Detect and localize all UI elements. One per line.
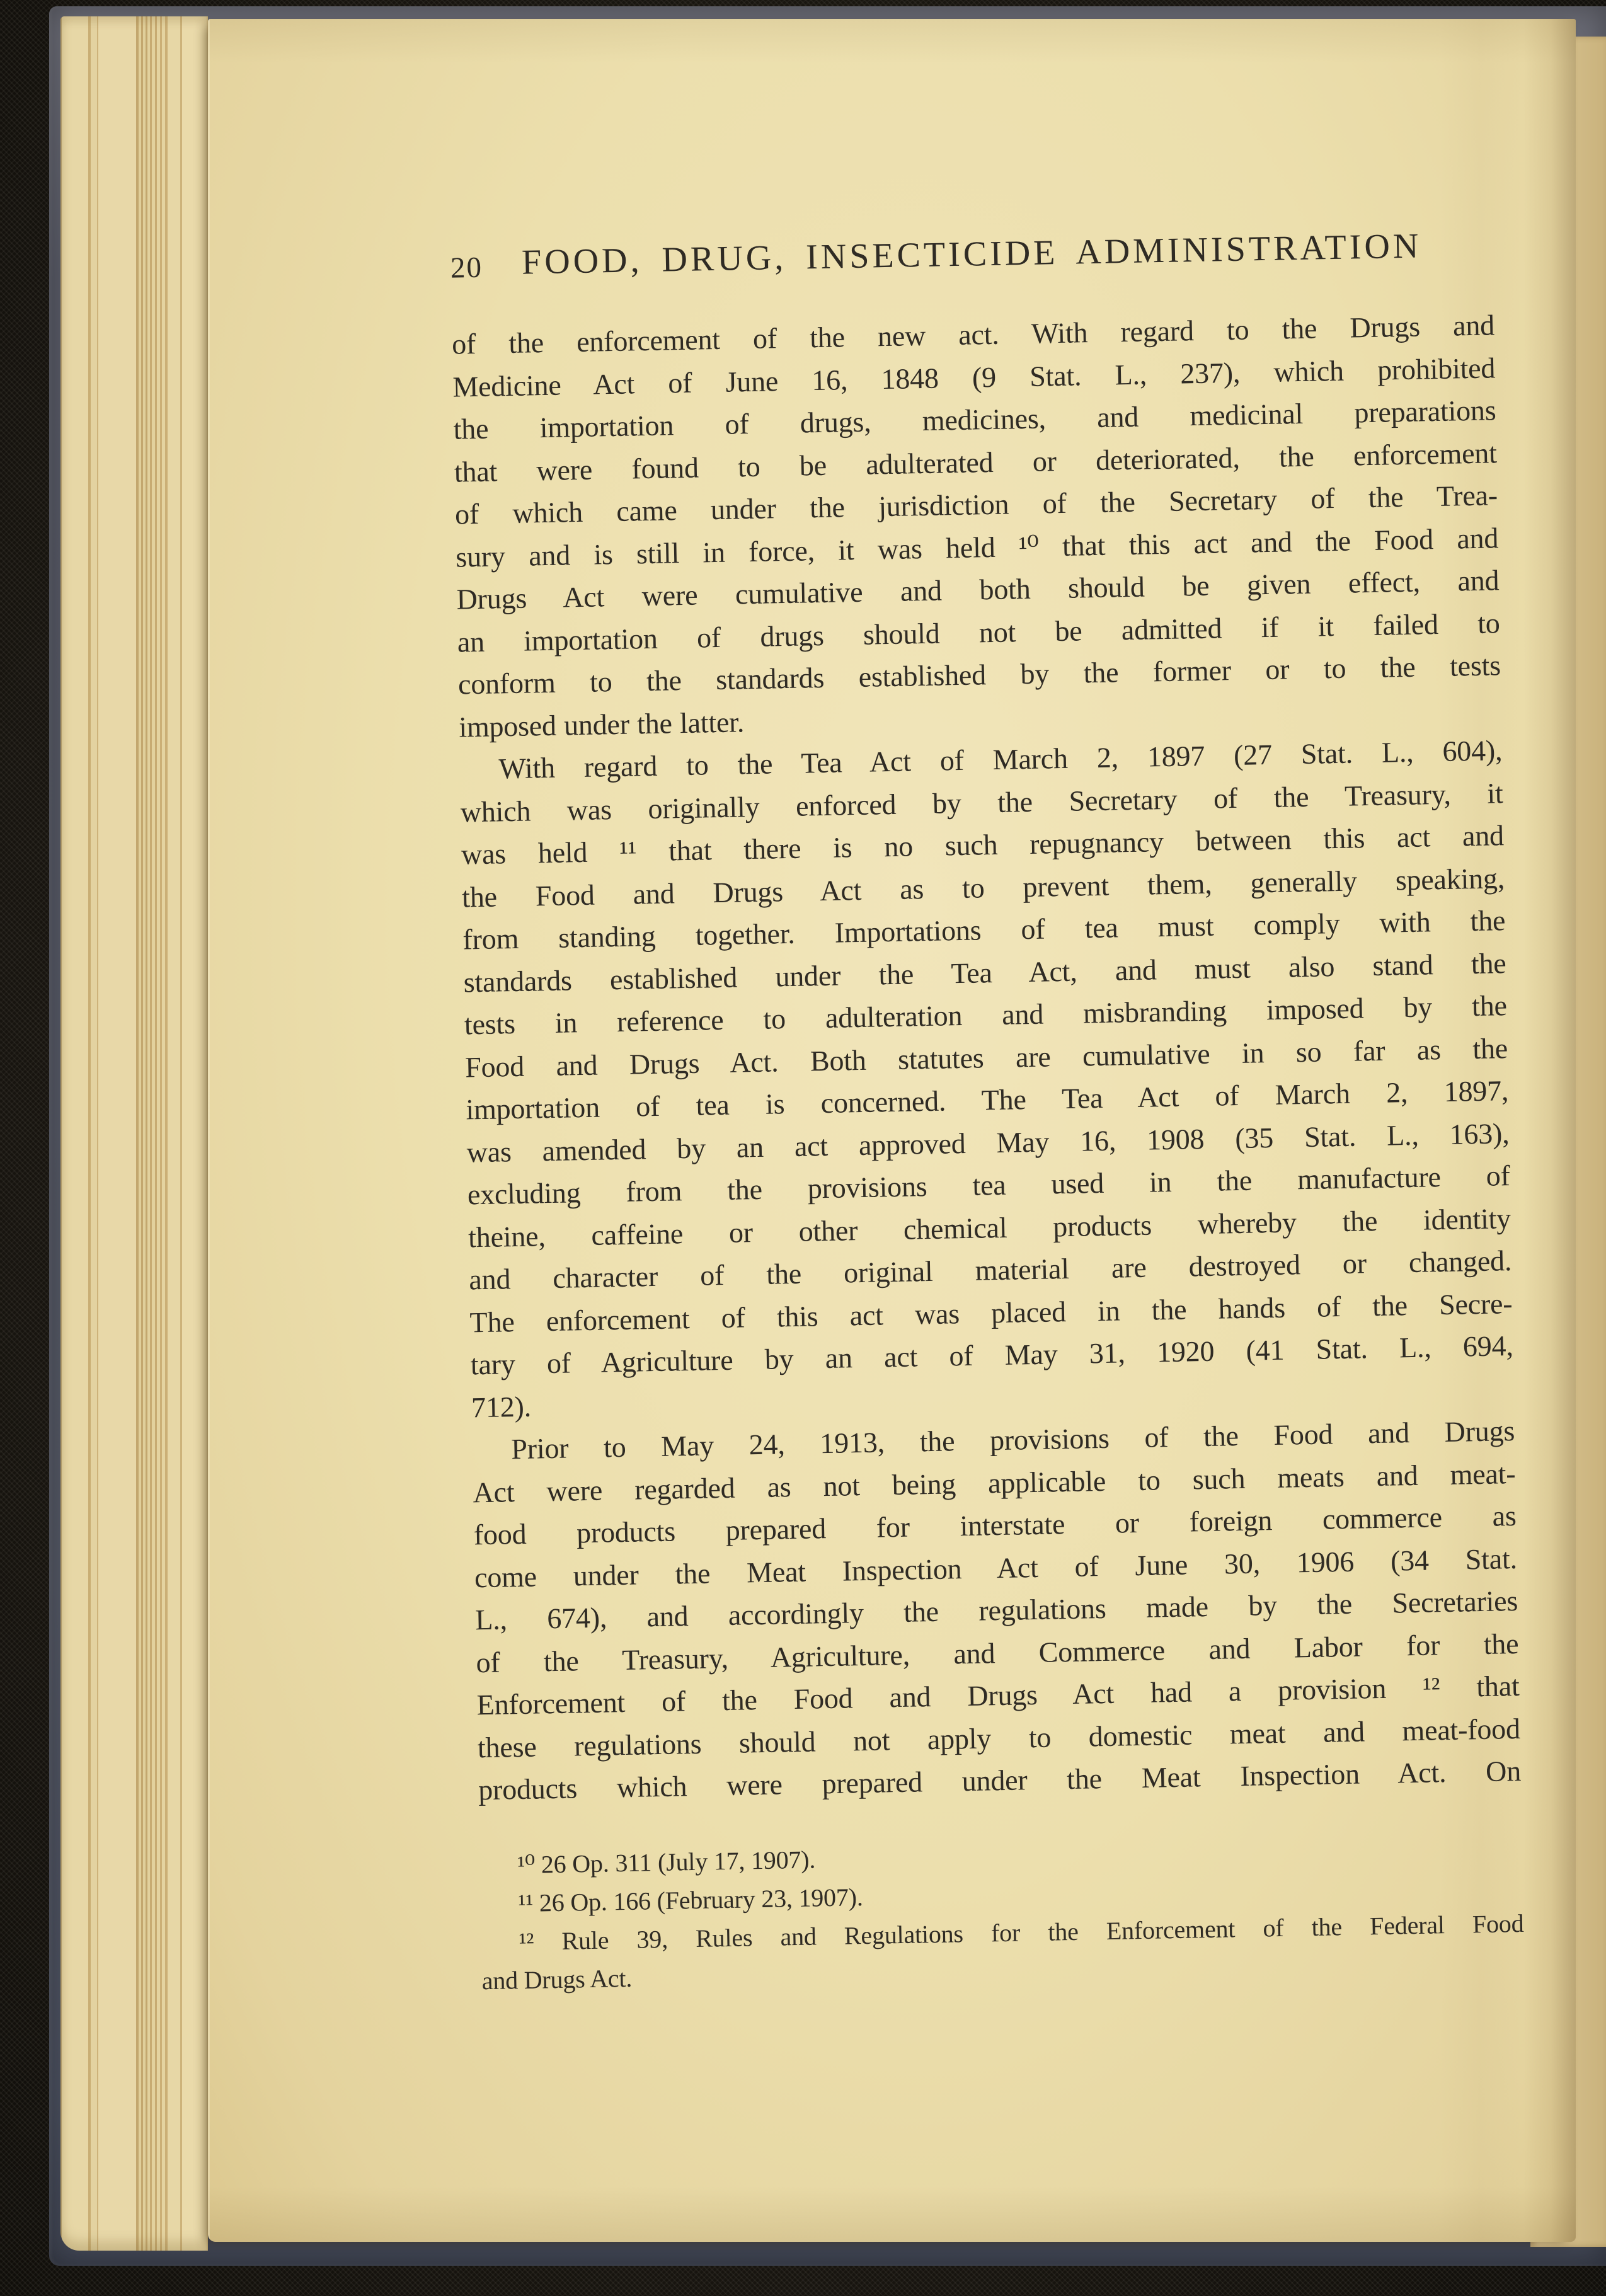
body-line: Prior to May 24, 1913, the provisions of the Food and Drugs [510, 1415, 1515, 1466]
body-line: of the Treasury, Agriculture, and Commerce and Labor for the [476, 1627, 1519, 1679]
body-line: conform to the standards established by the former or to the tests [457, 649, 1501, 701]
body-line: standards established under the Tea Act, and must also stand the [463, 946, 1506, 998]
body-line: importation of tea is concerned. The Tea Act of March 2, 1897, [465, 1074, 1509, 1126]
body-line: an importation of drugs should not be admitted if it failed to [457, 606, 1501, 658]
body-line: come under the Meat Inspection Act of June 30, 1906 (34 Stat. [474, 1542, 1518, 1593]
body-line: these regulations should not apply to domestic meat and meat-food [477, 1712, 1521, 1764]
body-line: tary of Agriculture by an act of May 31, 1920 (41 Stat. L., 694, [470, 1329, 1514, 1381]
body-line: Medicine Act of June 16, 1848 (9 Stat. L., 237), which prohibited [452, 351, 1496, 403]
body-line: was amended by an act approved May 16, 1908 (35 Stat. L., 163), [466, 1116, 1510, 1168]
body-line: sury and is still in force, it was held ¹⁰ that this act and the Food and [455, 521, 1499, 573]
page-text-layer [191, 6, 1599, 2254]
body-line: products which were prepared under the Meat Inspection Act. On [478, 1754, 1522, 1806]
body-line: of which came under the jurisdiction of the Secretary of the Trea- [454, 479, 1498, 531]
page-edge-stack [60, 16, 208, 2251]
body-line: The enforcement of this act was placed in the hands of the Secre- [469, 1287, 1513, 1338]
body-line: Act were regarded as not being applicable to such meats and meat- [473, 1457, 1516, 1508]
body-line: and character of the original material are destroyed or changed. [468, 1244, 1512, 1296]
footnote-line: and Drugs Act. [481, 1963, 633, 1995]
body-line: that were found to be adulterated or deteriorated, the enforcement [454, 436, 1498, 488]
footnote-line: ¹² Rule 39, Rules and Regulations for the Enforcement of the Federal Food [519, 1909, 1524, 1956]
body-line: 712). [471, 1390, 532, 1423]
book-page [208, 19, 1576, 2242]
body-line: of the enforcement of the new act. With regard to the Drugs and [451, 309, 1495, 360]
footnote-line: ¹⁰ 26 Op. 311 (July 17, 1907). [517, 1845, 816, 1880]
body-line: theine, caffeine or other chemical products whereby the identity [467, 1202, 1511, 1253]
body-line: which was originally enforced by the Secretary of the Treasury, it [460, 776, 1503, 829]
body-line: Enforcement of the Food and Drugs Act had a provision ¹² that [476, 1669, 1520, 1721]
body-line: tests in reference to adulteration and misbranding imposed by the [464, 989, 1508, 1041]
page-header [450, 224, 1493, 294]
body-line: from standing together. Importations of tea must comply with the [462, 904, 1506, 956]
body-line: Drugs Act were cumulative and both should be given effect, and [456, 564, 1500, 616]
body-line: the Food and Drugs Act as to prevent them, generally speaking, [461, 861, 1505, 913]
body-line: the importation of drugs, medicines, and medicinal preparations [453, 394, 1496, 445]
body-line: excluding from the provisions tea used in the manufacture of [467, 1159, 1511, 1211]
footnote-line: ¹¹ 26 Op. 166 (February 23, 1907). [518, 1883, 863, 1918]
body-text [452, 304, 1522, 1811]
body-line: food products prepared for interstate or foreign commerce as [473, 1499, 1517, 1551]
running-title: FOOD, DRUG, INSECTICIDE ADMINISTRATION [521, 226, 1422, 282]
body-line: With regard to the Tea Act of March 2, 1897 (27 Stat. L., 604), [498, 734, 1503, 785]
body-line: imposed under the latter. [458, 705, 745, 743]
body-line: Food and Drugs Act. Both statutes are cumulative in so far as the [464, 1031, 1508, 1083]
page-number: 20 [450, 251, 483, 285]
body-line: L., 674), and accordingly the regulations made by the Secretaries [474, 1584, 1518, 1636]
body-line: was held ¹¹ that there is no such repugnancy between this act and [461, 819, 1505, 871]
footnotes [479, 1827, 1525, 2000]
